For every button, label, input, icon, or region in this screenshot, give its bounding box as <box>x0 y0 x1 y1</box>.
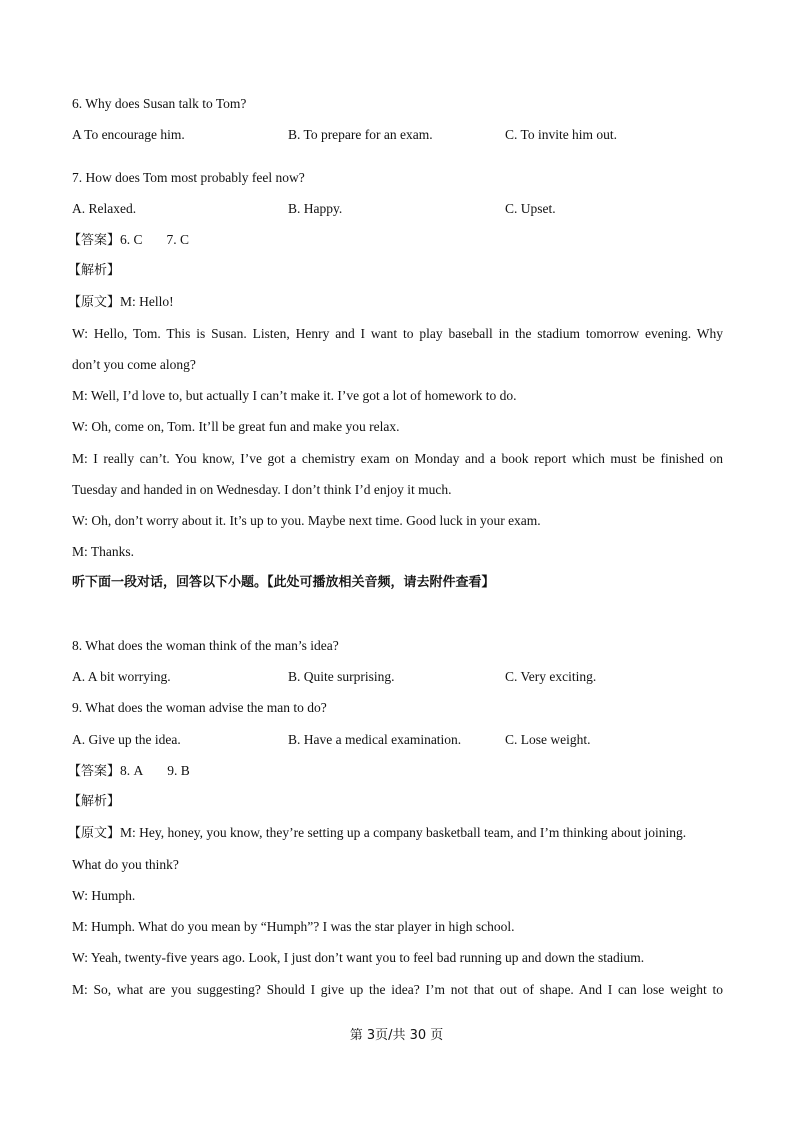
q7-option-c: C. Upset. <box>505 201 556 216</box>
q7-option-b: B. Happy. <box>288 201 343 216</box>
answer-line-1 <box>68 232 189 249</box>
q6-option-b: B. To prepare for an exam. <box>288 127 433 142</box>
q6-option-c: C. To invite him out. <box>505 127 618 142</box>
question-6: 6. Why does Susan talk to Tom? <box>72 96 247 111</box>
page-number-footer: 第 3页/共 30 页 <box>349 1028 444 1043</box>
transcript-line: M: I really can’t. You know, I’ve got a chemistry exam on Monday and a book report which must be finished on <box>72 451 723 466</box>
answer-6: 6. C <box>120 232 143 247</box>
q7-option-a: A. Relaxed. <box>72 201 137 216</box>
transcript-line: W: Oh, come on, Tom. It’ll be great fun and make you relax. <box>72 419 400 434</box>
answer-8: 8. A <box>120 763 144 778</box>
transcript-line: M: Thanks. <box>72 544 135 559</box>
question-9: 9. What does the woman advise the man to do? <box>72 700 327 715</box>
q6-option-a: A To encourage him. <box>72 127 185 142</box>
transcript-label: 【原文】 <box>68 826 121 841</box>
q9-option-c: C. Lose weight. <box>505 732 591 747</box>
transcript-line: Tuesday and handed in on Wednesday. I don’t think I’d enjoy it much. <box>72 482 452 497</box>
transcript-line: 【原文】M: Hello! <box>68 294 174 310</box>
answer-label: 【答案】 <box>68 764 121 779</box>
transcript-line: M: Humph. What do you mean by “Humph”? I was the star player in high school. <box>72 919 515 934</box>
transcript-line: W: Humph. <box>72 888 136 903</box>
q9-option-a: A. Give up the idea. <box>72 732 181 747</box>
transcript-line: W: Hello, Tom. This is Susan. Listen, Henry and I want to play baseball in the stadium tomorrow evening. Why <box>72 326 723 341</box>
transcript-line: W: Yeah, twenty-five years ago. Look, I just don’t want you to feel bad running up and down the stadium. <box>72 950 645 965</box>
analysis-label-1: 【解析】 <box>68 263 121 278</box>
transcript-line: M: So, what are you suggesting? Should I give up the idea? I’m not that out of shape. And I can lose weight to <box>72 982 723 997</box>
transcript-line: M: Well, I’d love to, but actually I can’t make it. I’ve got a lot of homework to do. <box>72 388 517 403</box>
answer-7: 7. C <box>166 232 190 247</box>
transcript-line: 【原文】M: Hey, honey, you know, they’re setting up a company basketball team, and I’m thinking about joining. <box>68 825 687 841</box>
question-7: 7. How does Tom most probably feel now? <box>72 170 305 185</box>
q9-option-b: B. Have a medical examination. <box>288 732 462 747</box>
answer-9: 9. B <box>167 763 190 778</box>
answer-label: 【答案】 <box>68 233 121 248</box>
listening-instruction: 听下面一段对话，回答以下小题。【此处可播放相关音频，请去附件查看】 <box>72 575 495 590</box>
answer-line-2 <box>68 763 190 780</box>
q8-option-b: B. Quite surprising. <box>288 669 395 684</box>
q8-option-c: C. Very exciting. <box>505 669 597 684</box>
transcript-line: W: Oh, don’t worry about it. It’s up to you. Maybe next time. Good luck in your exam. <box>72 513 541 528</box>
q8-option-a: A. A bit worrying. <box>72 669 171 684</box>
transcript-line: What do you think? <box>72 857 179 872</box>
analysis-label-2: 【解析】 <box>68 794 121 809</box>
question-8: 8. What does the woman think of the man’s idea? <box>72 638 339 653</box>
transcript-label: 【原文】 <box>68 295 121 310</box>
transcript-line: don’t you come along? <box>72 357 196 372</box>
